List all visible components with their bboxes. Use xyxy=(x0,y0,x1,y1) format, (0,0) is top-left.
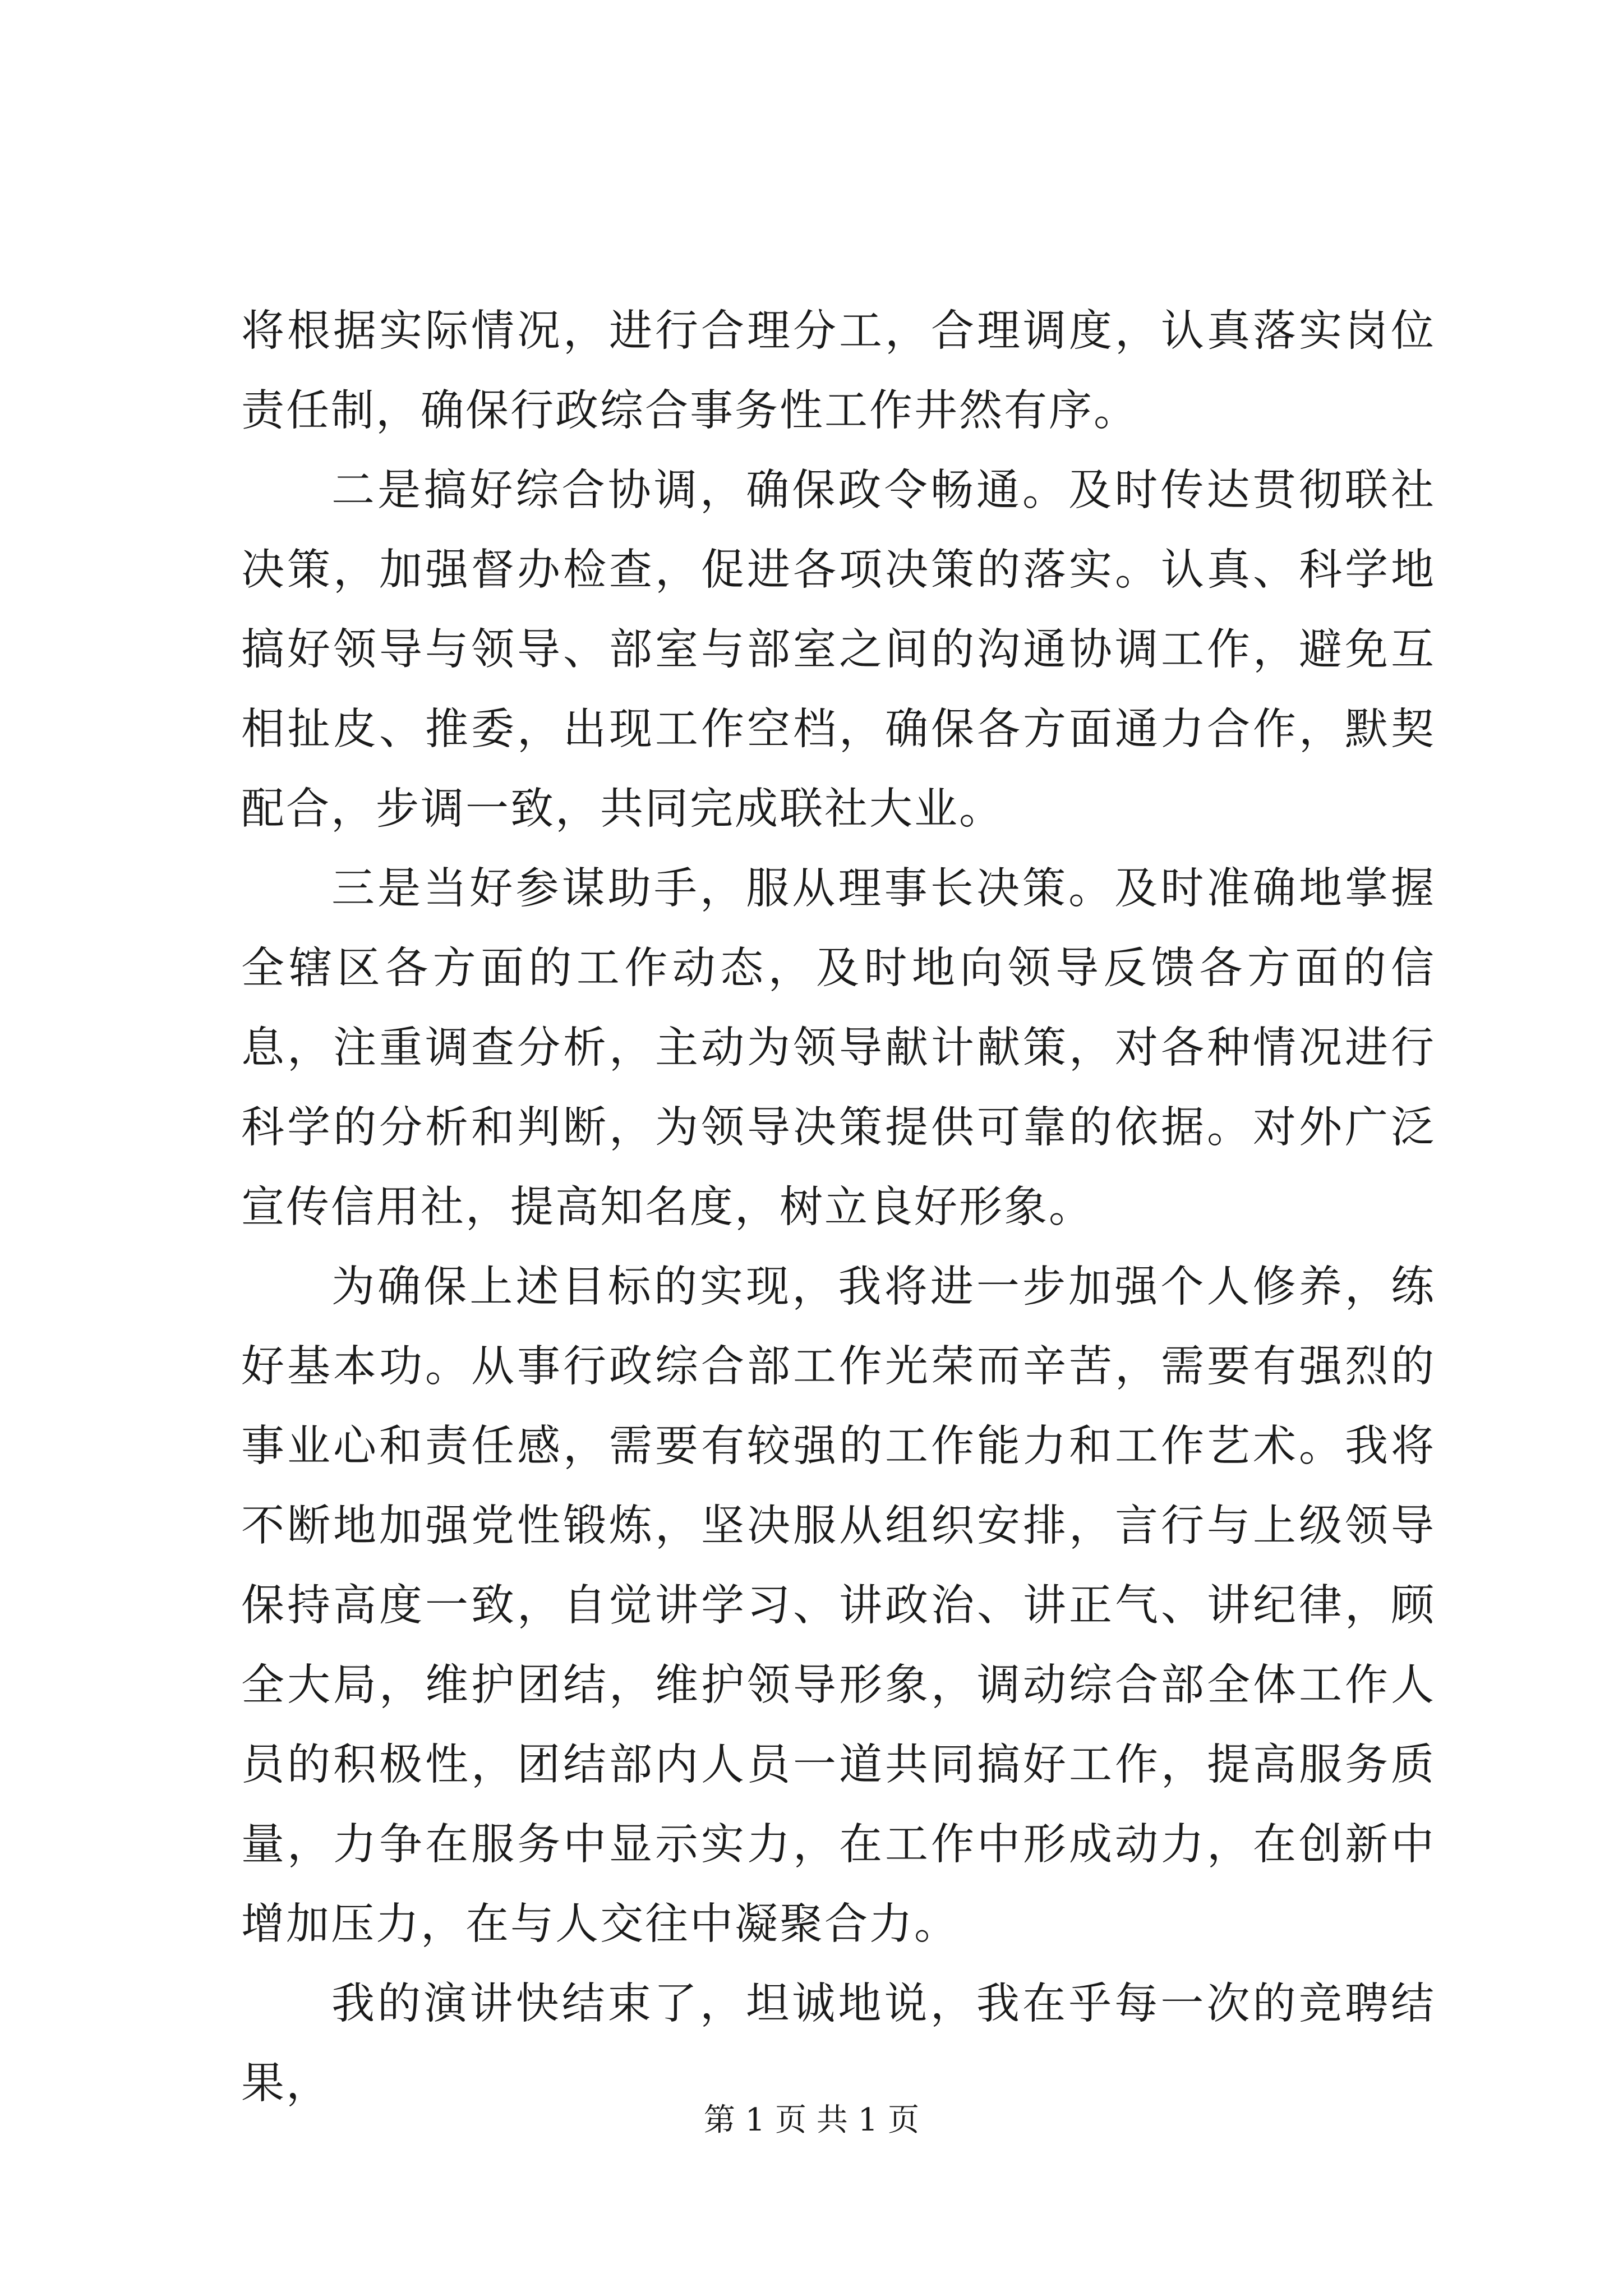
paragraph-5: 我的演讲快结束了，坦诚地说，我在乎每一次的竞聘结果， xyxy=(241,1979,1436,2109)
paragraph-4: 为确保上述目标的实现，我将进一步加强个人修养，练好基本功。从事行政综合部工作光荣而辛苦，需要有强烈的事业心和责任感，需要有较强的工作能力和工作艺术。我将不断地加强党性锻炼，坚决服从组织安排，言行与上级领导保持高度一致，自觉讲学习、讲政治、讲正气、讲纪律，顾全大局，维护团结，维护领导形象，调动综合部全体工作人员的积极性，团结部内人员一道共同搞好工作，提高服务质量，力争在服务中显示实力，在工作中形成动力，在创新中增加压力，在与人交往中凝聚合力。 xyxy=(241,1262,1436,1949)
document-body xyxy=(241,292,1436,2124)
page-footer: 第 1 页 共 1 页 xyxy=(703,2102,920,2138)
paragraph-1: 将根据实际情况，进行合理分工，合理调度，认真落实岗位责任制，确保行政综合事务性工作井然有序。 xyxy=(241,306,1436,436)
paragraph-2: 二是搞好综合协调，确保政令畅通。及时传达贯彻联社决策，加强督办检查，促进各项决策的落实。认真、科学地搞好领导与领导、部室与部室之间的沟通协调工作，避免互相扯皮、推委，出现工作空档，确保各方面通力合作，默契配合，步调一致，共同完成联社大业。 xyxy=(241,466,1436,834)
paragraph-3: 三是当好参谋助手，服从理事长决策。及时准确地掌握全辖区各方面的工作动态，及时地向领导反馈各方面的信息，注重调查分析，主动为领导献计献策，对各种情况进行科学的分析和判断，为领导决策提供可靠的依据。对外广泛宣传信用社，提高知名度，树立良好形象。 xyxy=(241,864,1436,1232)
